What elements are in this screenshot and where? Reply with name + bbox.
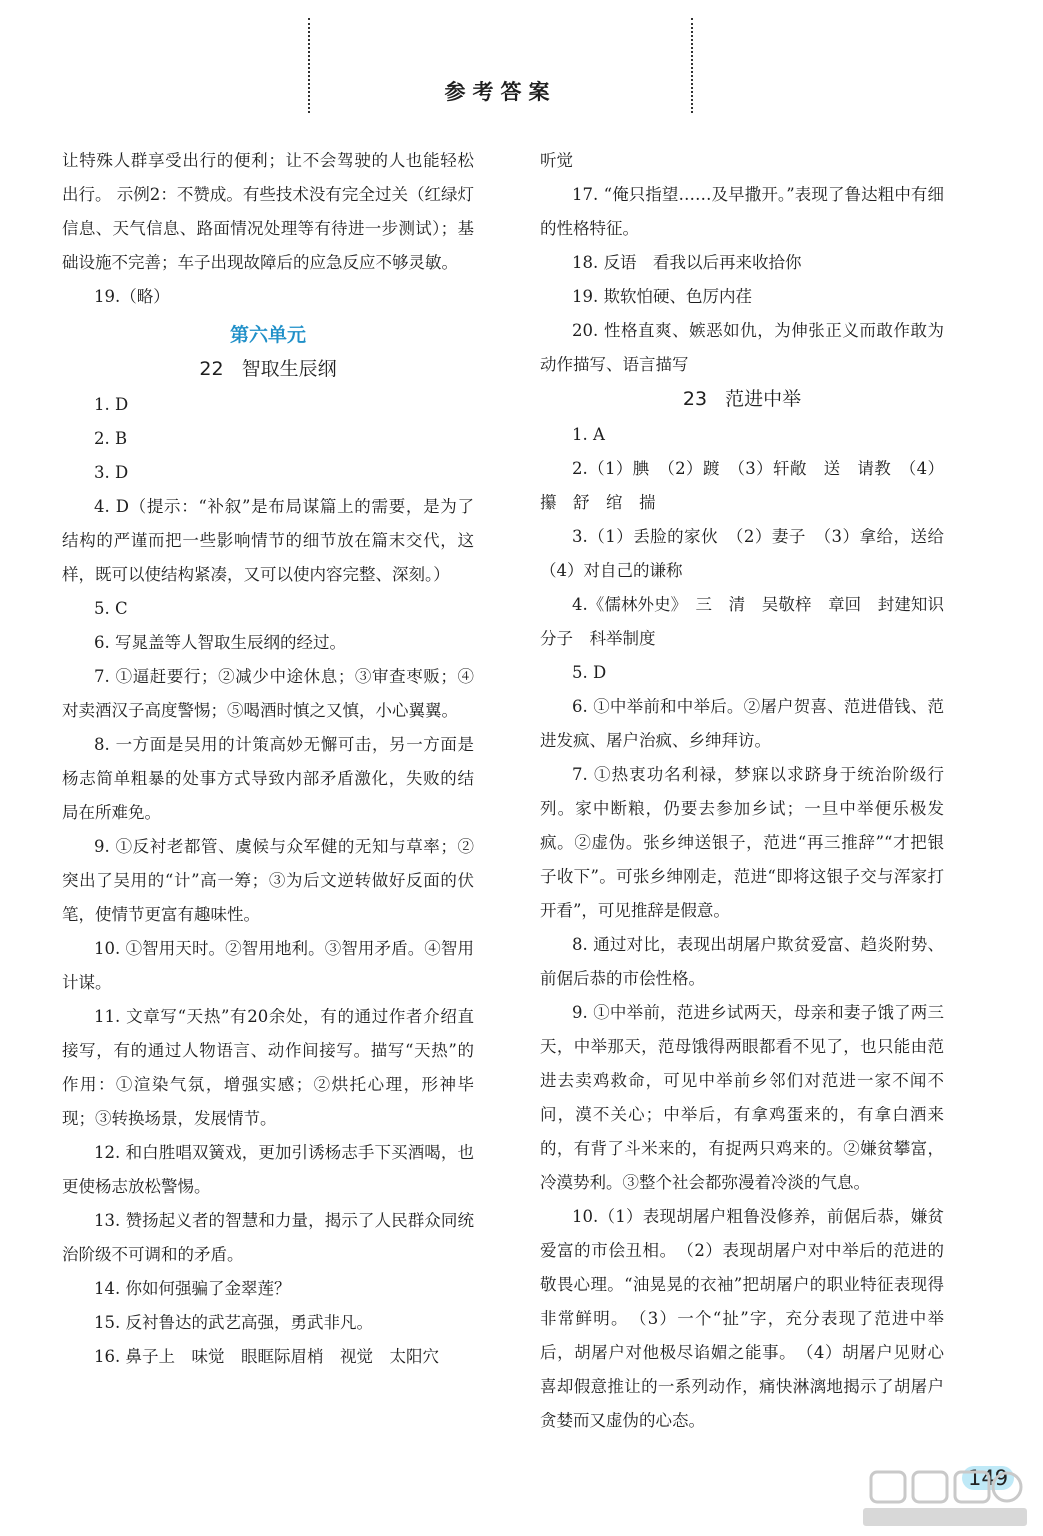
answer-item: 10. ①智用天时。②智用地利。③智用矛盾。④智用计谋。	[62, 939, 474, 992]
lesson-heading-22	[62, 352, 474, 386]
answer-item: 8. 通过对比，表现出胡屠户欺贫爱富、趋炎附势、前倨后恭的市侩性格。	[540, 935, 944, 988]
answer-item: 16. 鼻子上 味觉 眼眶际眉梢 视觉 太阳穴	[94, 1347, 439, 1366]
lesson-name: 智取生辰纲	[241, 358, 337, 380]
answer-item: 4.《儒林外史》 三 清 吴敬梓 章回 封建知识分子 科举制度	[540, 595, 944, 648]
answer-item: 15. 反衬鲁达的武艺高强，勇武非凡。	[94, 1313, 373, 1332]
answer-item: 5. D	[572, 663, 607, 682]
answer-item: 4. D（提示：“补叙”是布局谋篇上的需要，是为了结构的严谨而把一些影响情节的细节放在篇末交代，这样，既可以使结构紧凑，又可以使内容完整、深刻。）	[62, 497, 474, 584]
answer-item: 1. D	[94, 395, 129, 414]
answer-item: 7. ①热衷功名利禄，梦寐以求跻身于统治阶级行列。家中断粮，仍要去参加乡试；一旦中举便乐极发疯。②虚伪。张乡绅送银子，范进“再三推辞”“才把银子收下”。可张乡绅刚走，范进“即将这银子交与浑家打开看”，可见推辞是假意。	[540, 765, 944, 920]
answer-item: 14. 你如何强骗了金翠莲？	[94, 1279, 291, 1298]
unit-heading: 第六单元	[229, 324, 306, 346]
answer-item: 6. 写晁盖等人智取生辰纲的经过。	[94, 633, 346, 652]
page-number: 149	[962, 1466, 1014, 1490]
answer-item: 1. A	[572, 425, 605, 444]
lesson-name: 范进中举	[725, 388, 802, 410]
answer-item: 11. 文章写“天热”有20余处，有的通过作者介绍直接写，有的通过人物语言、动作间接写。描写“天热”的作用：①渲染气氛，增强实感；②烘托心理，形神毕现；③转换场景，发展情节。	[62, 1007, 474, 1128]
answer-item: 8. 一方面是吴用的计策高妙无懈可击，另一方面是杨志简单粗暴的处事方式导致内部矛盾激化，失败的结局在所难免。	[62, 735, 474, 822]
answer-item: 2.（1）腆 （2）踱 （3）轩敞 送 请教 （4）攥 舒 绾 揣	[540, 459, 944, 512]
answer-item: 20. 性格直爽、嫉恶如仇，为伸张正义而敢作敢为 动作描写、语言描写	[540, 321, 961, 374]
lesson-number: 23	[682, 388, 708, 410]
answer-item: 3.（1）丢脸的家伙 （2）妻子 （3）拿给，送给 （4）对自己的谦称	[540, 527, 961, 580]
answer-item: 7. ①逼赶要行；②减少中途休息；③审查枣贩；④对卖酒汉子高度警惕；⑤喝酒时慎之又慎，小心翼翼。	[62, 667, 474, 720]
answer-item: 13. 赞扬起义者的智慧和力量，揭示了人民群众同统治阶级不可调和的矛盾。	[62, 1211, 474, 1264]
page-header-title: 参考答案	[444, 80, 557, 104]
answer-continuation: 让特殊人群享受出行的便利；让不会驾驶的人也能轻松出行。 示例2：不赞成。有些技术没有完全过关（红绿灯信息、天气信息、路面情况处理等有待进一步测试）；基础设施不完善；车子出现故障后的应急反应不够灵敏。	[62, 151, 474, 272]
right-column	[540, 144, 961, 1438]
left-column	[62, 144, 474, 1374]
answer-item: 9. ①反衬老都管、虞候与众军健的无知与草率；②突出了吴用的“计”高一筹；③为后文逆转做好反面的伏笔，使情节更富有趣味性。	[62, 837, 474, 924]
watermark-logo	[855, 1468, 1035, 1530]
answer-item: 6. ①中举前和中举后。②屠户贺喜、范进借钱、范进发疯、屠户治疯、乡绅拜访。	[540, 697, 944, 750]
answer-item: 19. 欺软怕硬、色厉内荏	[572, 287, 752, 306]
answer-item: 12. 和白胜唱双簧戏，更加引诱杨志手下买酒喝，也更使杨志放松警惕。	[62, 1143, 474, 1196]
answer-item: 9. ①中举前，范进乡试两天，母亲和妻子饿了两三天，中举那天，范母饿得两眼都看不见了，也只能由范进去卖鸡救命，可见中举前乡邻们对范进一家不闻不问，漠不关心；中举后，有拿鸡蛋来的，有拿白酒来的，有背了斗米来的，有捉两只鸡来的。②嫌贫攀富，冷漠势利。③整个社会都弥漫着冷淡的气息。	[540, 1003, 944, 1192]
answer-item: 18. 反语 看我以后再来收拾你	[572, 253, 802, 272]
answer-continuation: 听觉	[540, 151, 573, 170]
answer-item: 10.（1）表现胡屠户粗鲁没修养，前倨后恭，嫌贫爱富的市侩丑相。 （2）表现胡屠户对中举后的范进的敬畏心理。“油晃晃的衣袖”把胡屠户的职业特征表现得非常鲜明。 （3）一个“扯”字，充分表现了范进中举后，胡屠户对他极尽谄媚之能事。 （4）胡屠户见财心喜却假意推让的一系列动作，痛快淋漓地揭示了胡屠户贪婪而又虚伪的心态。	[540, 1207, 944, 1430]
answer-item: 3. D	[94, 463, 129, 482]
answer-item: 2. B	[94, 429, 128, 448]
answer-item: 19.（略）	[94, 287, 170, 306]
lesson-number: 22	[199, 358, 224, 380]
lesson-heading-23	[540, 382, 944, 416]
answer-item: 5. C	[94, 599, 128, 618]
answer-item: 17. “俺只指望……及早撒开。”表现了鲁达粗中有细的性格特征。	[540, 185, 944, 238]
